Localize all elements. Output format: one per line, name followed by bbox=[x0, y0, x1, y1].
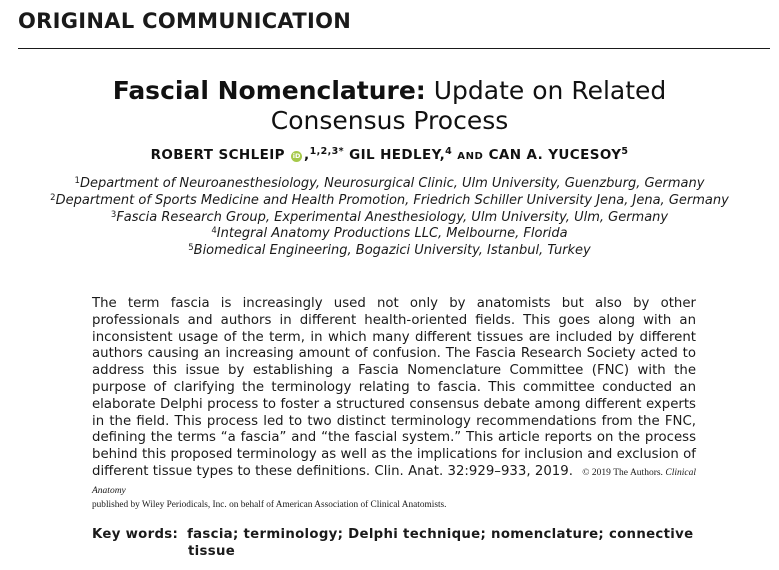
title-regular-part-1: Update on Related bbox=[433, 76, 667, 105]
author-affil-refs: ,$^{1,2,3*}$ bbox=[304, 146, 344, 163]
keywords-list: fascia; terminology; Delphi technique; nomenclature; connective bbox=[187, 527, 694, 542]
title-regular-part-2: Consensus Process bbox=[270, 106, 509, 135]
copyright-notice: © 2019 The Authors. Clinical Anatomy bbox=[92, 467, 697, 496]
affiliation-item: $^3$Fascia Research Group, Experimental Anesthesiology, Ulm University, Ulm, Germany bbox=[110, 209, 669, 225]
affiliation-item: $^2$Department of Sports Medicine and Health Promotion, Friedrich Schiller University Jena, Jena, Germany bbox=[50, 192, 729, 208]
author-affil-refs: 4 bbox=[445, 146, 453, 157]
affiliation-list bbox=[0, 176, 779, 260]
keywords bbox=[92, 526, 696, 560]
author-affil-refs: 5 bbox=[621, 146, 629, 157]
author-name: ROBERT SCHLEIP bbox=[150, 147, 285, 163]
author-list bbox=[0, 147, 779, 163]
keywords-label: Key words: bbox=[92, 527, 179, 542]
affiliation-item: $^4$Integral Anatomy Productions LLC, Melbourne, Florida bbox=[211, 226, 568, 242]
article-title bbox=[0, 76, 779, 136]
section-label: ORIGINAL COMMUNICATION bbox=[18, 9, 352, 33]
author-name: CAN A. YUCESOY bbox=[488, 147, 622, 163]
affiliation-item: $^5$Biomedical Engineering, Bogazici University, Istanbul, Turkey bbox=[188, 243, 591, 259]
abstract-text: The term fascia is increasingly used not only by anatomists but also by other professionals and authors in different health-oriented fields. This goes along with an inconsistent usage of the term, in which many different tissues are included by different authors causing an increasing amount of confusion. The Fascia Research Society acted to address this issue by establishing a Fascia Nomenclature Committee (FNC) with the purpose of clarifying the terminology relating to fascia. This committee conducted an elaborate Delphi process to foster a structured consensus debate among different experts in the field. This process led to two distinct terminology recommendations from the FNC, defining the terms “a fascia” and “the fascial system.” This article reports on the process behind this proposed terminology as well as the implications for inclusion and exclusion of different tissue types to these definitions. Clin. Anat. 32:929–933, 2019. bbox=[92, 296, 696, 479]
title-bold-part: Fascial Nomenclature: bbox=[112, 76, 426, 105]
keywords-list-continued: tissue bbox=[188, 544, 236, 559]
author-conjunction: AND bbox=[457, 151, 484, 162]
author-name: GIL HEDLEY, bbox=[349, 147, 446, 163]
orcid-icon[interactable]: iD bbox=[292, 152, 301, 160]
header-rule bbox=[18, 48, 770, 49]
affiliation-item: $^1$Department of Neuroanesthesiology, Neurosurgical Clinic, Ulm University, Guenzburg, Germany bbox=[74, 176, 705, 191]
abstract bbox=[92, 296, 696, 500]
publisher-line: published by Wiley Periodicals, Inc. on behalf of American Association of Clinical Anatomists. bbox=[92, 500, 447, 510]
